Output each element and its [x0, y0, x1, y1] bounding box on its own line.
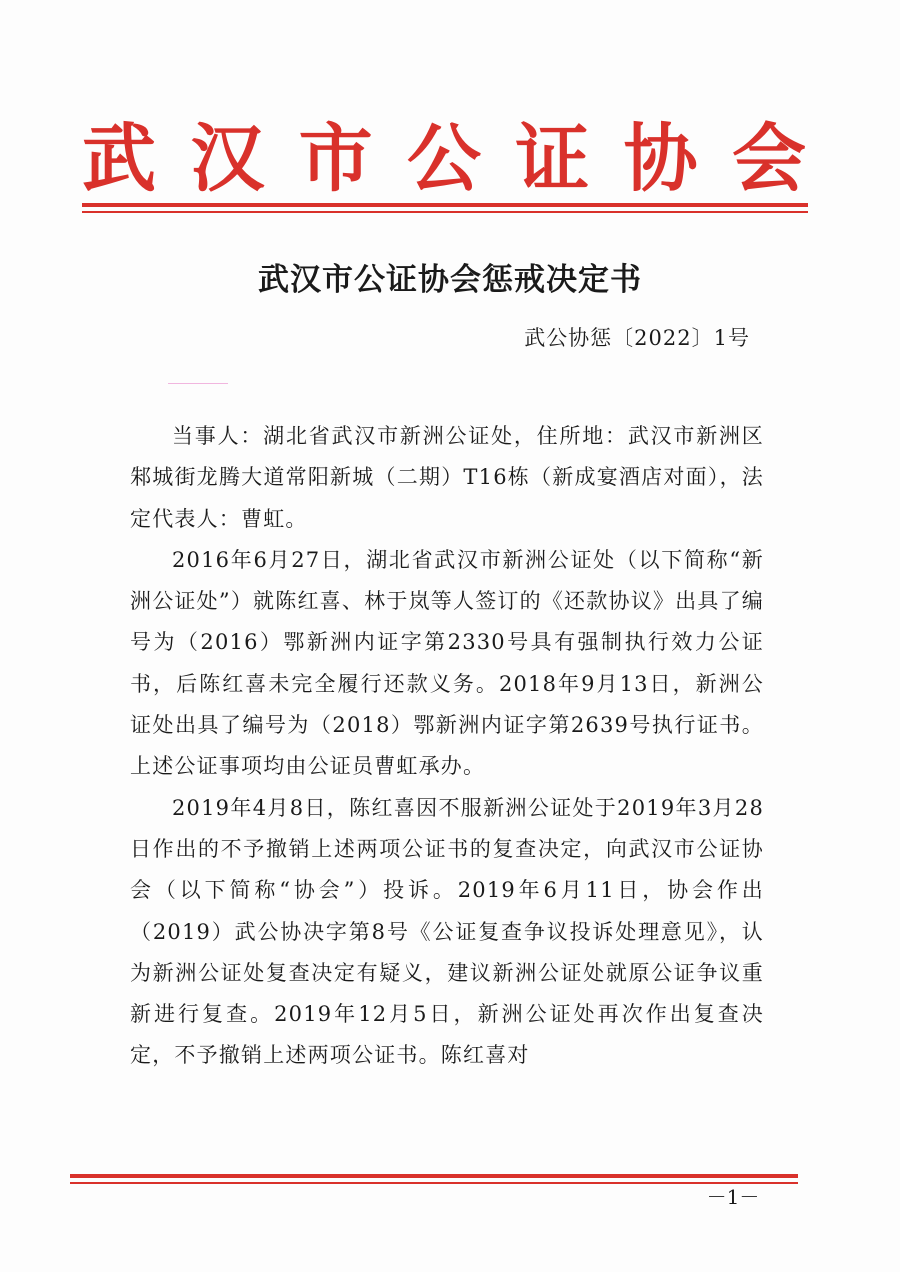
document-body — [130, 416, 764, 1077]
letterhead-char: 汉 — [190, 116, 265, 202]
document-number: 武公协惩〔2022〕1号 — [524, 326, 750, 350]
header-divider-thick — [82, 203, 808, 207]
footer-divider-thick — [70, 1174, 798, 1178]
page-number: －1－ — [706, 1185, 760, 1209]
footer-divider-thin — [70, 1182, 798, 1184]
annotation-mark — [168, 383, 228, 384]
letterhead — [82, 118, 806, 200]
letterhead-char: 协 — [623, 116, 698, 202]
paragraph-complaint: 2019年4月8日，陈红喜因不服新洲公证处于2019年3月28日作出的不予撤销上述两项公证书的复查决定，向武汉市公证协会（以下简称“协会”）投诉。2019年6月11日，协会作出（2019）武公协决字第8号《公证复查争议投诉处理意见》，认为新洲公证处复查决定有疑义，建议新洲公证处就原公证争议重新进行复查。2019年12月5日，新洲公证处再次作出复查决定，不予撤销上述两项公证书。陈红喜对 — [130, 795, 764, 1068]
paragraph-background: 2016年6月27日，湖北省武汉市新洲公证处（以下简称“新洲公证处”）就陈红喜、林于岚等人签订的《还款协议》出具了编号为（2016）鄂新洲内证字第2330号具有强制执行效力公证书，后陈红喜未完全履行还款义务。2018年9月13日，新洲公证处出具了编号为（2018）鄂新洲内证字第2639号执行证书。上述公证事项均由公证员曹虹承办。 — [130, 547, 764, 779]
letterhead-char: 武 — [82, 116, 156, 202]
paragraph-party: 当事人：湖北省武汉市新洲公证处，住所地：武汉市新洲区邾城街龙腾大道常阳新城（二期）T16栋（新成宴酒店对面），法定代表人：曹虹。 — [130, 424, 764, 531]
document-title: 武汉市公证协会惩戒决定书 — [258, 262, 642, 298]
letterhead-char: 市 — [298, 116, 373, 202]
letterhead-char: 公 — [406, 116, 481, 202]
letterhead-char: 证 — [515, 116, 590, 202]
letterhead-char: 会 — [731, 116, 806, 202]
header-divider-thin — [82, 211, 808, 213]
